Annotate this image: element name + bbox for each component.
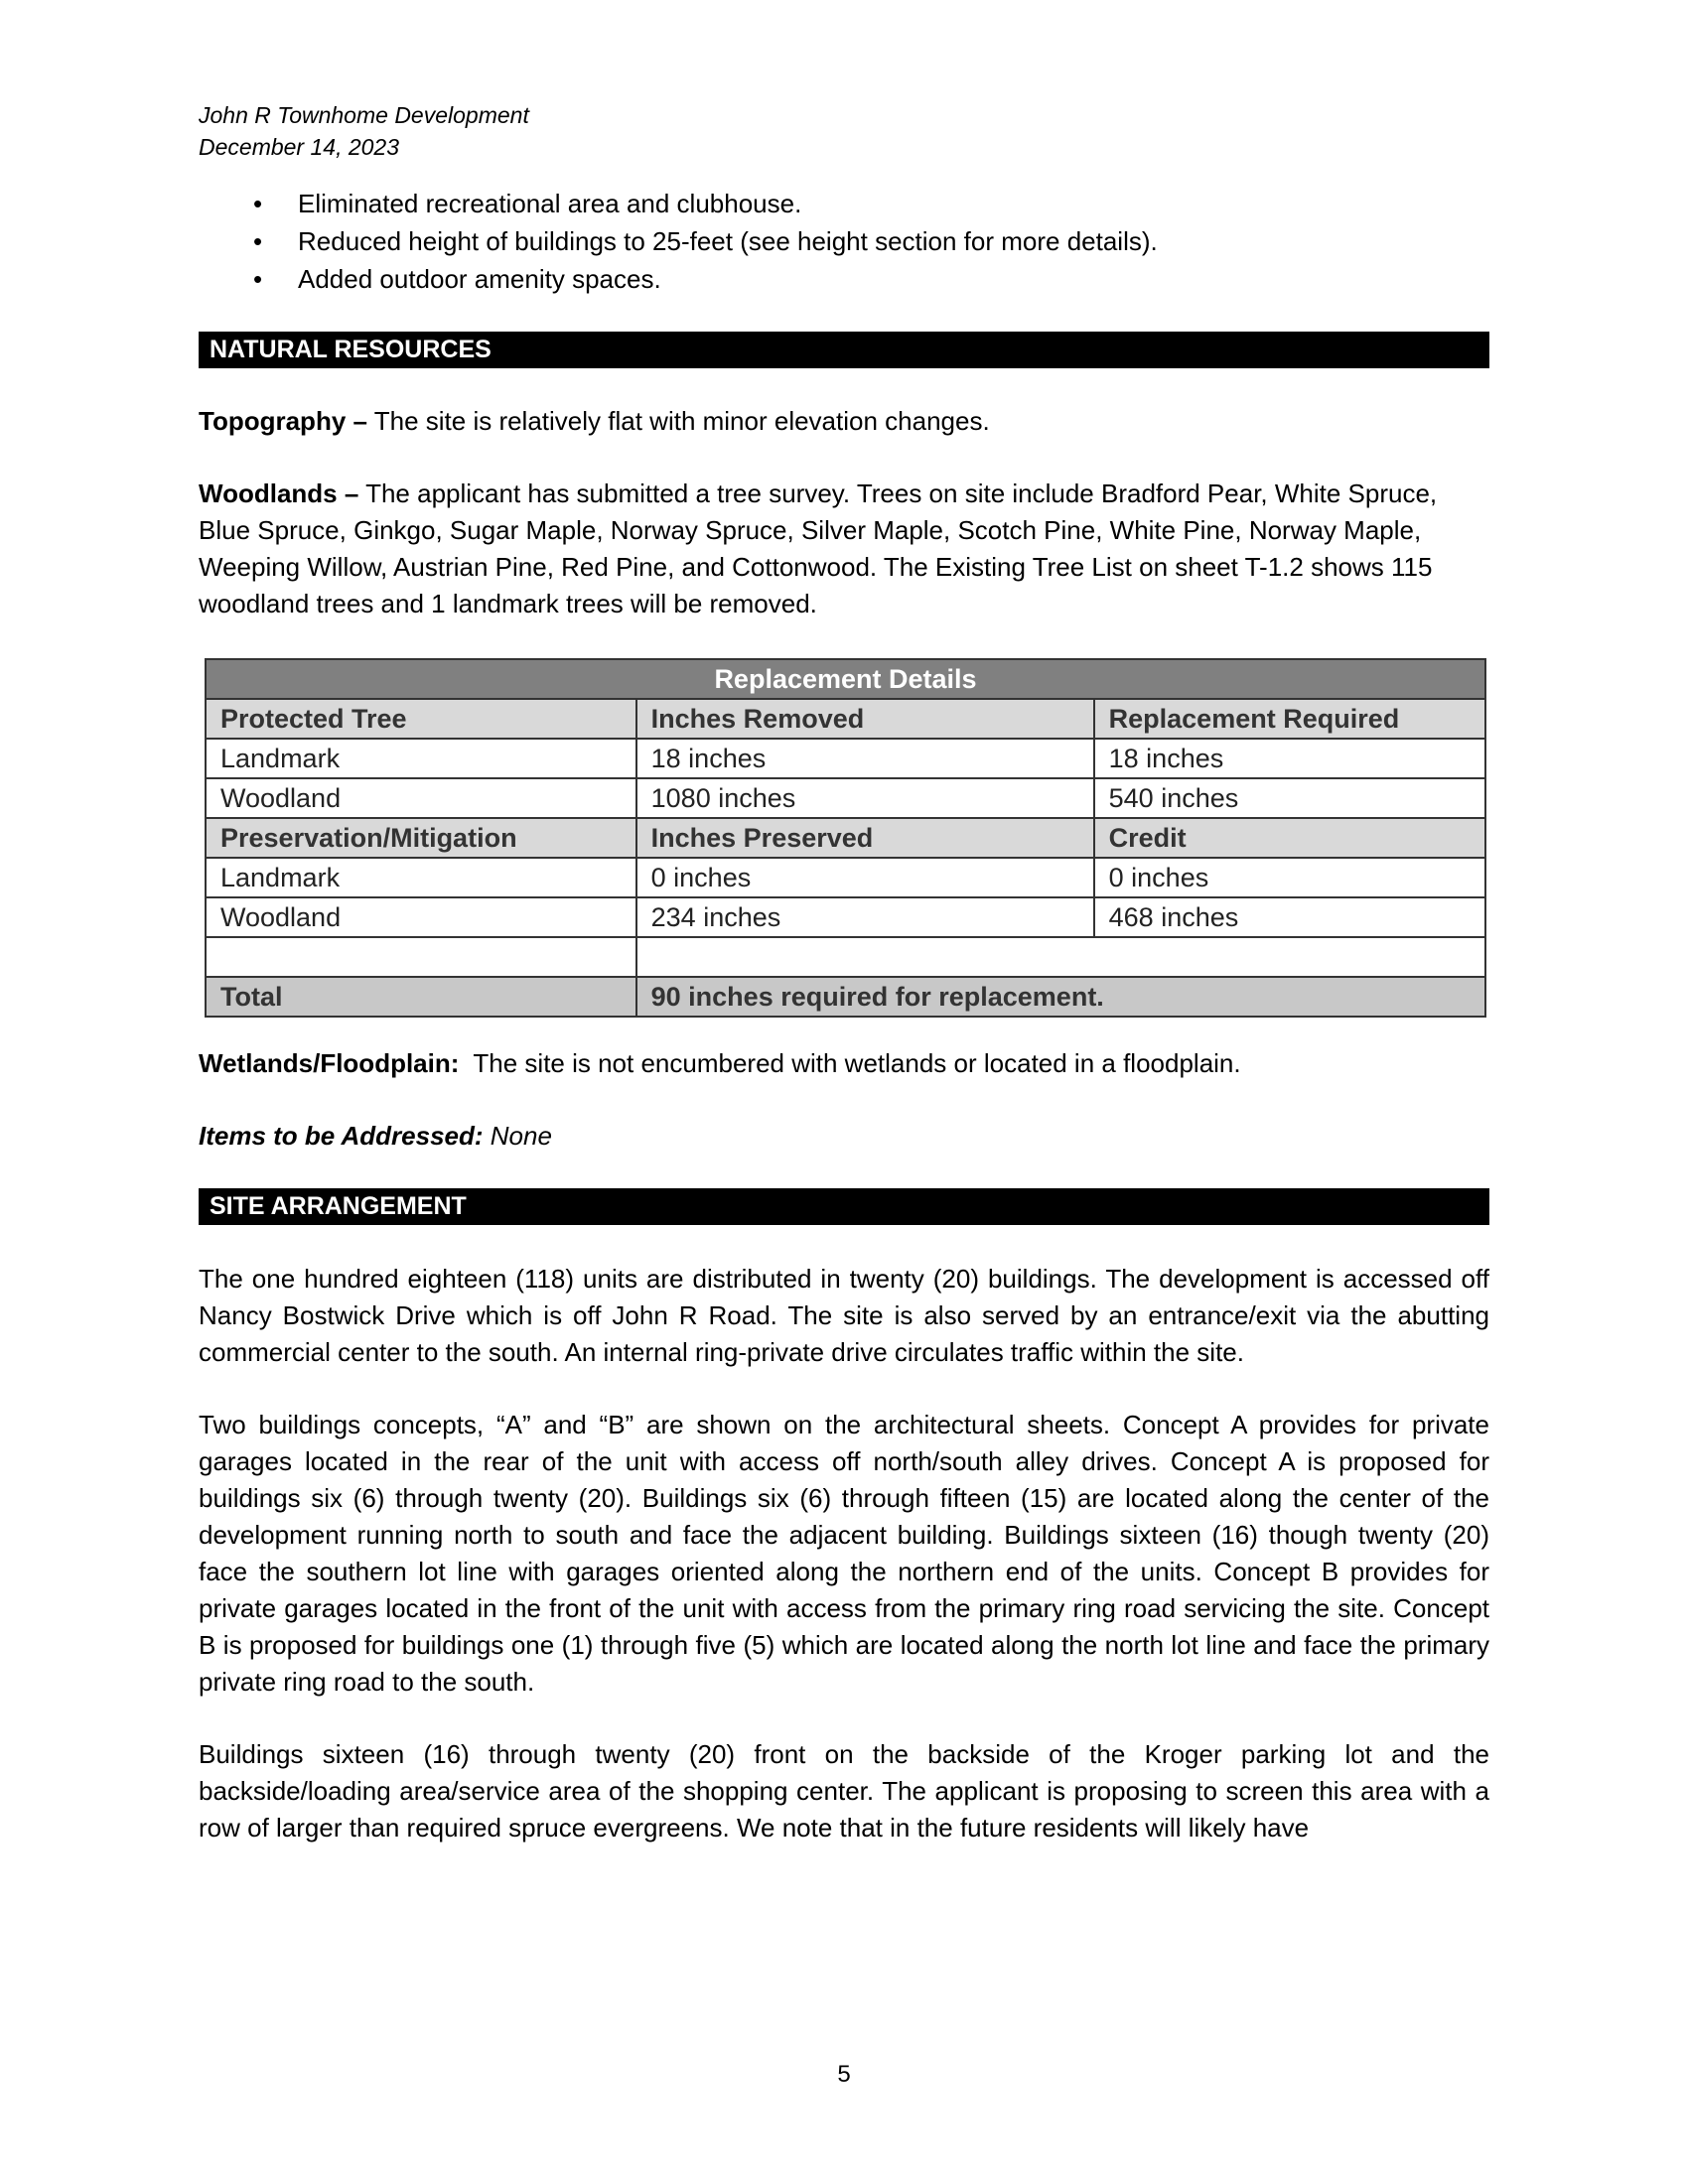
list-item: • Reduced height of buildings to 25-feet (see height section for more details). xyxy=(199,222,1489,260)
replacement-details-table xyxy=(205,658,1486,1018)
total-label: Total xyxy=(206,977,636,1017)
header-date: December 14, 2023 xyxy=(199,134,400,160)
table-row: Woodland 1080 inches 540 inches xyxy=(206,778,1485,818)
site-paragraph-2: Two buildings concepts, “A” and “B” are shown on the architectural sheets. Concept A provides for private garages located in the rear of the unit with access off north/south alley drives. Concept A is proposed for buildings six (6) through twenty (20). Buildings six (6) through fifteen (15) are located along the center of the development running north to south and face the adjacent building. Buildings sixteen (16) though twenty (20) face the southern lot line with garages oriented along the northern end of the units. Concept B provides for private garages located in the front of the unit with access from the primary ring road servicing the site. Concept B is proposed for buildings one (1) through five (5) which are located along the north lot line and face the primary private ring road to the south. xyxy=(199,1410,1489,1697)
table-row: Landmark 18 inches 18 inches xyxy=(206,739,1485,778)
bullet-icon: • xyxy=(253,189,263,218)
natural-resources-heading: NATURAL RESOURCES xyxy=(199,332,1489,368)
table-title: Replacement Details xyxy=(206,659,1485,699)
table-header-row: Protected Tree Inches Removed Replacement Required xyxy=(206,699,1485,739)
bullet-icon: • xyxy=(253,226,263,256)
total-value: 90 inches required for replacement. xyxy=(636,977,1485,1017)
bullet-icon: • xyxy=(253,264,263,294)
woodlands-paragraph: Woodlands – The applicant has submitted a tree survey. Trees on site include Bradford Pear, White Spruce, Blue Spruce, Ginkgo, Sugar Maple, Norway Spruce, Silver Maple, Scotch Pine, White Pine, Norway Maple, Weeping Willow, Austrian Pine, Red Pine, and Cottonwood. The Existing Tree List on sheet T-1.2 shows 115 woodland trees and 1 landmark trees will be removed. xyxy=(199,478,1438,618)
list-item: • Eliminated recreational area and clubhouse. xyxy=(199,185,1489,222)
table-total-row xyxy=(206,977,1485,1017)
site-paragraph-1: The one hundred eighteen (118) units are distributed in twenty (20) buildings. The development is accessed off Nancy Bostwick Drive which is off John R Road. The site is also served by an entrance/exit via the abutting commercial center to the south. An internal ring-private drive circulates traffic within the site. xyxy=(199,1264,1489,1367)
topography-paragraph: Topography – The site is relatively flat with minor elevation changes. xyxy=(199,406,990,436)
table-header-row: Preservation/Mitigation Inches Preserved Credit xyxy=(206,818,1485,858)
site-arrangement-heading: SITE ARRANGEMENT xyxy=(199,1188,1489,1225)
table-empty-row xyxy=(206,937,1485,977)
table-title-row xyxy=(206,659,1485,699)
project-name: John R Townhome Development xyxy=(199,102,529,128)
site-paragraph-3: Buildings sixteen (16) through twenty (20) front on the backside of the Kroger parking lot and the backside/loading area/service area of the shopping center. The applicant is proposing to screen this area with a row of larger than required spruce evergreens. We note that in the future residents will likely have xyxy=(199,1739,1489,1843)
page-number: 5 xyxy=(837,2061,851,2088)
change-list xyxy=(199,185,1489,298)
wetlands-paragraph: Wetlands/Floodplain: The site is not encumbered with wetlands or located in a floodplain. xyxy=(199,1048,1241,1078)
list-item: • Added outdoor amenity spaces. xyxy=(199,260,1489,298)
running-header xyxy=(199,99,1489,163)
table-row: Landmark 0 inches 0 inches xyxy=(206,858,1485,897)
items-to-address: Items to be Addressed: None xyxy=(199,1121,552,1151)
table-row: Woodland 234 inches 468 inches xyxy=(206,897,1485,937)
replacement-table-wrap xyxy=(199,658,1489,1018)
document-page xyxy=(199,99,1489,1846)
